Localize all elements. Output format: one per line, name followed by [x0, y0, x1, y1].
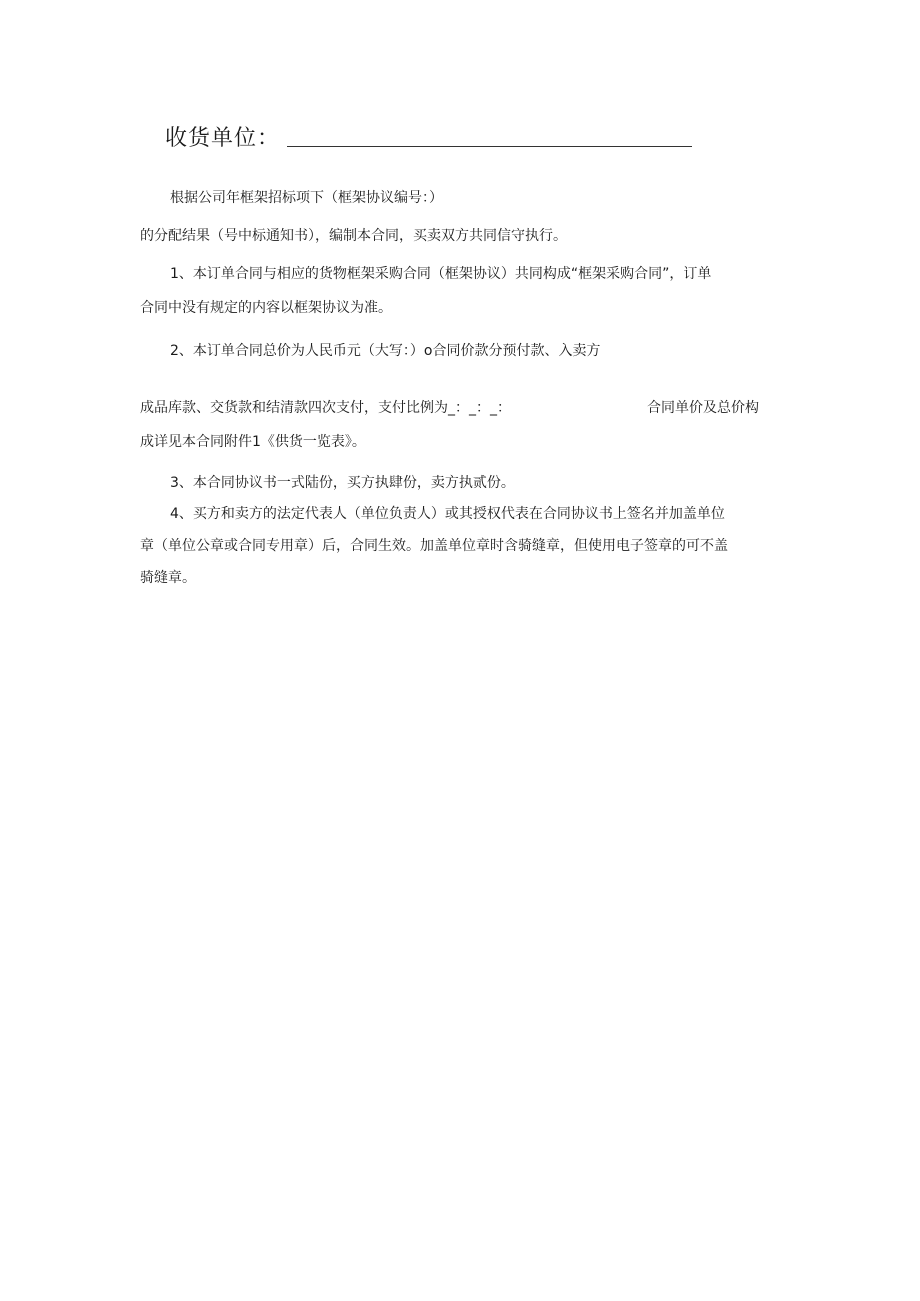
clause-2-line-1: 2、本订单合同总价为人民币元（大写：）o合同价款分预付款、入卖方	[170, 343, 601, 359]
clause-2-line-2a: 成品库款、交货款和结清款四次支付，支付比例为_：_：_：	[140, 400, 511, 416]
clause-1-line-1: 1、本订单合同与相应的货物框架采购合同（框架协议）共同构成“框架采购合同”，订单	[170, 266, 712, 282]
clause-1-line-2: 合同中没有规定的内容以框架协议为准。	[140, 300, 392, 316]
clause-4-line-2: 章（单位公章或合同专用章）后，合同生效。加盖单位章时含骑缝章，但使用电子签章的可不盖	[140, 538, 728, 554]
clause-4-line-1: 4、买方和卖方的法定代表人（单位负责人）或其授权代表在合同协议书上签名并加盖单位	[170, 506, 725, 522]
clause-2-line-2b: 合同单价及总价构	[647, 400, 759, 416]
intro-line-2: 的分配结果（号中标通知书），编制本合同，买卖双方共同信守执行。	[140, 228, 567, 244]
intro-line-1: 根据公司年框架招标项下（框架协议编号：）	[170, 190, 443, 206]
consignee-label: 收货单位：	[165, 126, 281, 151]
consignee-fill-line	[287, 146, 692, 147]
clause-2-line-3: 成详见本合同附件1《供货一览表》。	[140, 434, 366, 450]
clause-3: 3、本合同协议书一式陆份，买方执肆份，卖方执贰份。	[170, 475, 515, 491]
clause-4-line-3: 骑缝章。	[140, 570, 196, 586]
